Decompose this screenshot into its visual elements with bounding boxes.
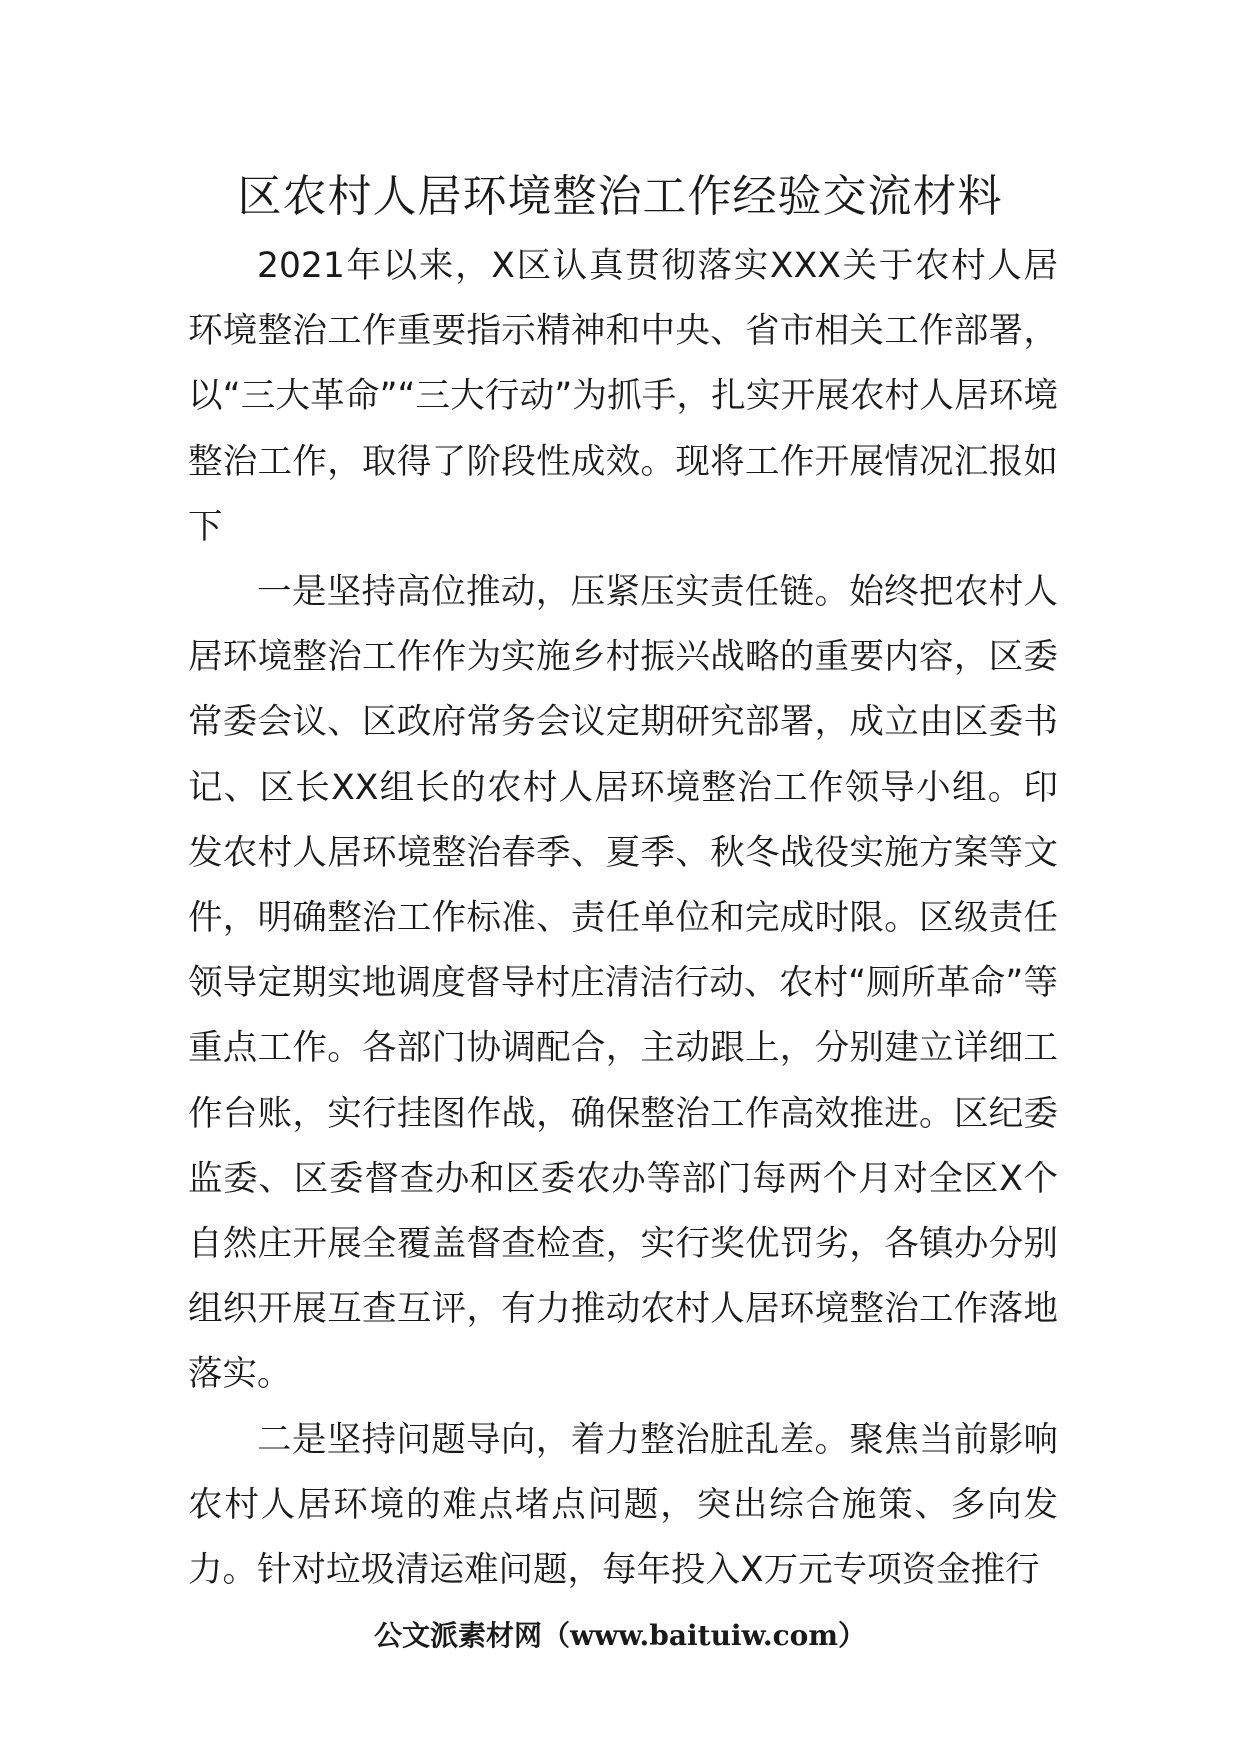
document-title: 区农村人居环境整治工作经验交流材料 <box>237 171 1003 222</box>
paragraph-point-two: 二是坚持问题导向，着力整治脏乱差。聚焦当前影响农村人居环境的难点堵点问题，突出综合施策、多向发力。针对垃圾清运难问题，每年投入X万元专项资金推行 <box>188 1419 1058 1591</box>
document-body <box>188 234 1058 1603</box>
footer-source-text: 公文派素材网（www.baituiw.com） <box>374 1619 866 1652</box>
paragraph-intro: 2021年以来，X区认真贯彻落实XXX关于农村人居环境整治工作重要指示精神和中央、省市相关工作部署，以“三大革命”“三大行动”为抓手，扎实开展农村人居环境整治工作，取得了阶段性成效。现将工作开展情况汇报如下 <box>188 246 1058 547</box>
paragraph-point-one: 一是坚持高位推动，压紧压实责任链。始终把农村人居环境整治工作作为实施乡村振兴战略的重要内容，区委常委会议、区政府常务会议定期研究部署，成立由区委书记、区长XX组长的农村人居环境整治工作领导小组。印发农村人居环境整治春季、夏季、秋冬战役实施方案等文件，明确整治工作标准、责任单位和完成时限。区级责任领导定期实地调度督导村庄清洁行动、农村“厕所革命”等重点工作。各部门协调配合，主动跟上，分别建立详细工作台账，实行挂图作战，确保整治工作高效推进。区纪委监委、区委督查办和区委农办等部门每两个月对全区X个自然庄开展全覆盖督查检查，实行奖优罚劣，各镇办分别组织开展互查互评，有力推动农村人居环境整治工作落地落实。 <box>188 572 1058 1395</box>
